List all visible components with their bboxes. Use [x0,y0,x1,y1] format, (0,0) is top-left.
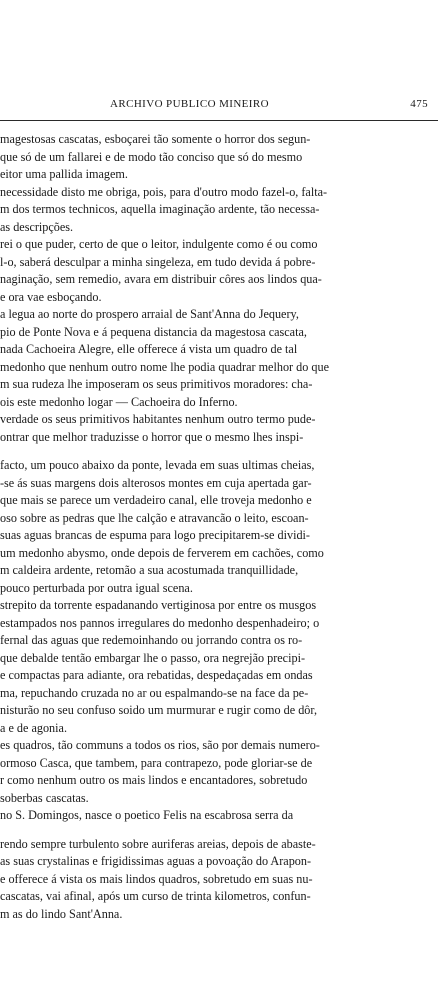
text-line: que mais se parece um verdadeiro canal, elle troveja medonho e [0,493,312,507]
text-line: m caldeira ardente, retomão a sua acostumada tranquillidade, [0,563,299,577]
text-line: eitor uma pallida imagem. [0,167,128,181]
text-line: nisturão no seu confuso soido um murmurar e rugir como de dôr, [0,703,317,717]
text-line: a e de agonia. [0,720,67,735]
text-line: es quadros, tão communs a todos os rios, são por demais numero- [0,738,320,752]
text-line: nada Cachoeira Alegre, elle offerece á vista um quadro de tal [0,342,298,356]
running-title: ARCHIVO PUBLICO MINEIRO [110,98,269,110]
header-rule [0,120,438,121]
text-line: m dos termos technicos, aquella imaginação ardente, tão necessa- [0,202,320,216]
text-line: medonho que nenhum outro nome lhe podia quadrar melhor do que [0,359,329,374]
text-line: um medonho abysmo, onde depois de ferverem em cachões, como [0,545,324,560]
text-line: l-o, saberá desculpar a minha singeleza, em tudo devida á pobre- [0,254,316,269]
text-line: e offerece á vista os mais lindos quadros, sobretudo em suas nu- [0,871,313,886]
text-line: pouco perturbada por outra igual scena. [0,580,193,595]
page-header [0,98,438,116]
text-line: magestosas cascatas, esboçarei tão somente o horror dos segun- [0,132,311,146]
text-line: naginação, sem remedio, avara em distribuir côres aos lindos qua- [0,272,322,286]
text-line: pio de Ponte Nova e á pequena distancia da magestosa cascata, [0,324,307,339]
text-line: que debalde tentão embargar lhe o passo, ora negrejão precipi- [0,650,306,665]
text-line: soberbas cascatas. [0,790,89,805]
text-line: e ora vae esboçando. [0,289,102,304]
text-line: e compactas para adiante, ora rebatidas, despedaçadas em ondas [0,668,313,682]
text-line: facto, um pouco abaixo da ponte, levada em suas ultimas cheias, [0,458,315,472]
text-line: a legua ao norte do prospero arraial de Sant'Anna do Jequery, [0,307,299,321]
text-line: que só de um fallarei e de modo tão conciso que só do mesmo [0,149,303,164]
body-text [0,131,436,923]
text-line: necessidade disto me obriga, pois, para d'outro modo fazel-o, falta- [0,184,328,199]
text-line: strepito da torrente espadanando vertiginosa por entre os musgos [0,598,317,612]
text-line: ormoso Casca, que tambem, para contrapezo, pode gloriar-se de [0,755,313,770]
text-line: ois este medonho logar — Cachoeira do Inferno. [0,394,238,409]
text-line: m sua rudeza lhe imposeram os seus primitivos moradores: cha- [0,377,313,391]
text-line: cascatas, vai afinal, após um curso de trinta kilometros, confun- [0,889,311,903]
paragraph [0,131,436,446]
text-line: as descripções. [0,219,74,234]
text-line: m as do lindo Sant'Anna. [0,906,123,921]
text-line: as suas crystalinas e frigidissimas aguas a povoação do Arapon- [0,854,312,868]
text-line: fernal das aguas que redemoinhando ou jorrando contra os ro- [0,633,303,647]
paragraph-gap [0,825,436,836]
text-line: estampados nos pannos irregulares do medonho despenhadeiro; o [0,615,320,630]
text-line: ma, repuchando cruzada no ar ou espalmando-se na face da pe- [0,685,309,700]
text-line: ontrar que melhor traduzisse o horror que o mesmo lhes inspi- [0,429,304,444]
page-number: 475 [410,98,428,110]
text-line: r como nenhum outro os mais lindos e encantadores, sobretudo [0,773,308,787]
paragraph [0,836,436,924]
text-line: verdade os seus primitivos habitantes nenhum outro termo pude- [0,412,316,426]
paragraph-gap [0,446,436,457]
text-line: rendo sempre turbulento sobre auriferas areias, depois de abaste- [0,836,316,851]
text-line: oso sobre as pedras que lhe calção e atravancão o leito, escoan- [0,510,309,525]
text-line: suas aguas brancas de espuma para logo precipitarem-se dividi- [0,528,310,542]
paragraph [0,457,436,825]
text-line: rei o que puder, certo de que o leitor, indulgente como é ou como [0,237,318,251]
text-line: -se ás suas margens dois alterosos montes em cuja apertada gar- [0,475,312,490]
text-line: no S. Domingos, nasce o poetico Felis na escabrosa serra da [0,808,294,822]
